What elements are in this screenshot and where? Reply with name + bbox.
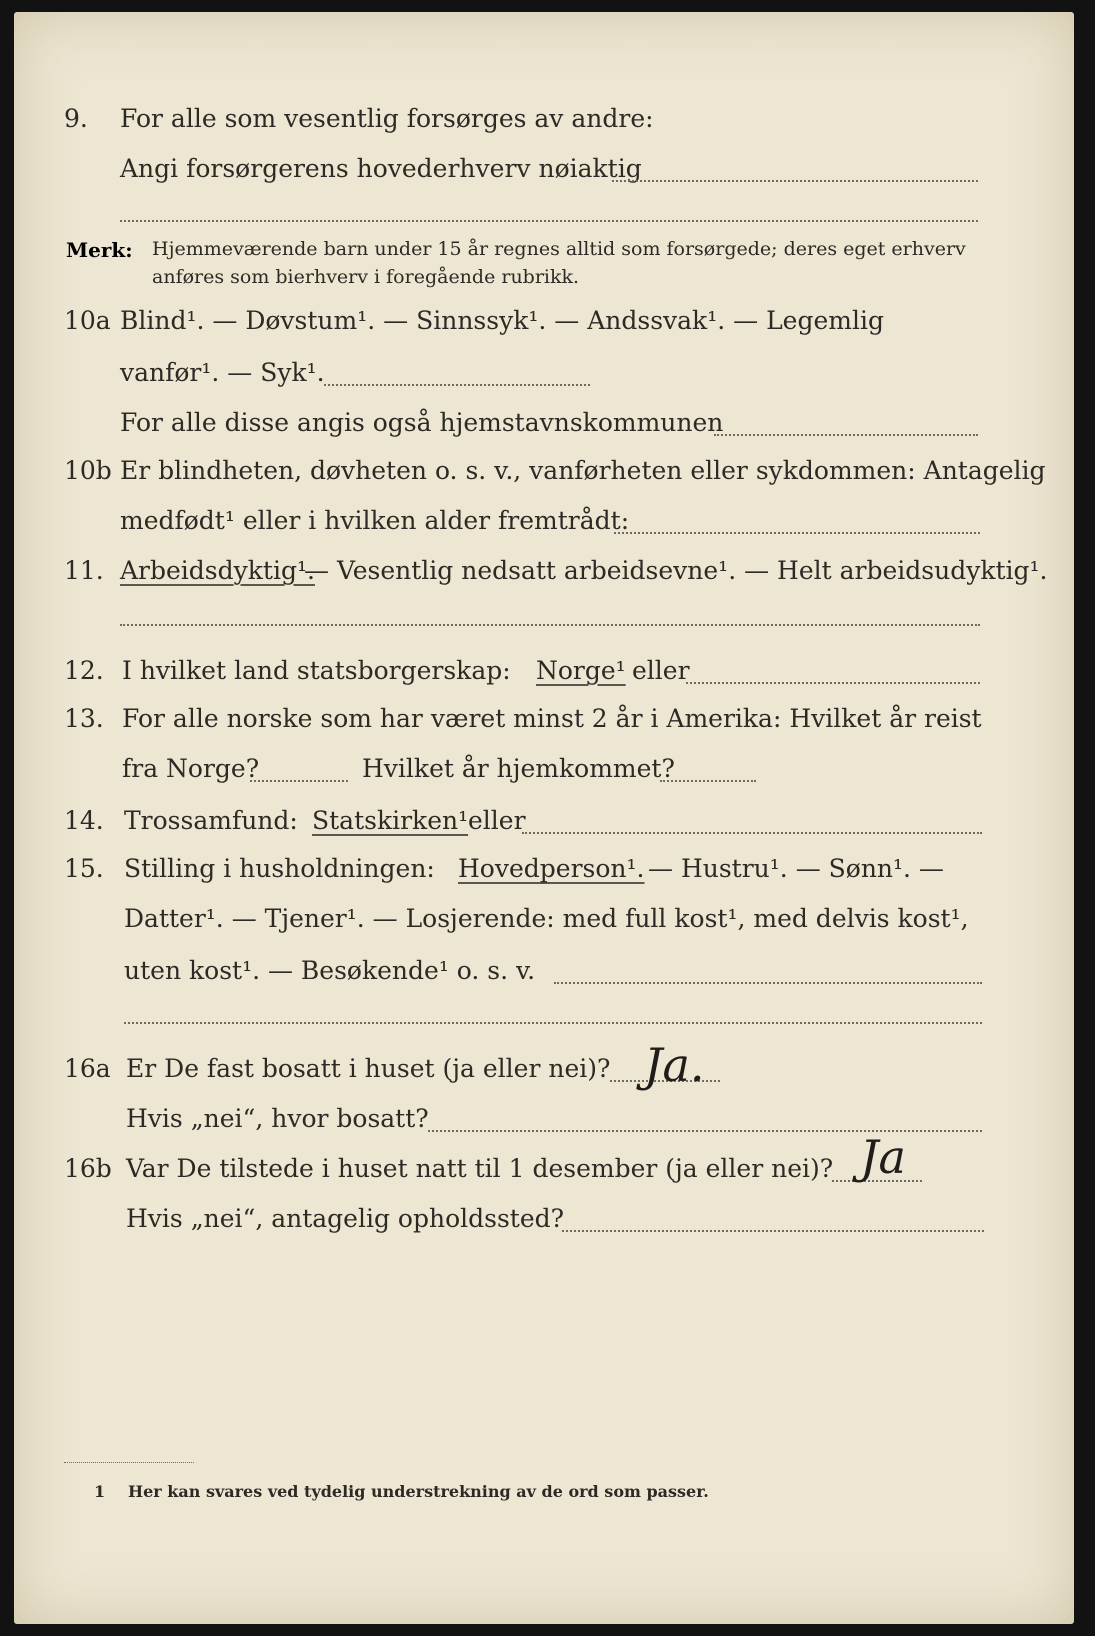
q10a-line1: Blind¹. — Døvstum¹. — Sinnssyk¹. — Andssvak¹. — Legemlig [120,306,884,335]
q12-row [14,656,1074,696]
q10b-row1 [14,456,1074,496]
q14-answer-line[interactable] [522,832,982,834]
q13-line2a: fra Norge? [122,754,260,783]
q10a-row2 [14,358,1074,398]
q15-line2: Datter¹. — Tjener¹. — Losjerende: med full kost¹, med delvis kost¹, [124,904,969,933]
q15-prefix: Stilling i husholdningen: [124,854,435,883]
q11-rest: — Vesentlig nedsatt arbeidsevne¹. — Helt arbeidsudyktig¹. [304,556,1048,585]
q15-row2 [14,904,1074,944]
q16a-handwritten-answer: Ja. [644,1038,705,1092]
q13-line1: For alle norske som har været minst 2 år i Amerika: Hvilket år reist [122,704,982,733]
q10b-number: 10b [64,456,112,485]
q10a-line2: vanfør¹. — Syk¹. [120,358,325,387]
q9-number: 9. [64,104,88,133]
merk-line1: Hjemmeværende barn under 15 år regnes alltid som forsørgede; deres eget erhverv [152,238,966,260]
q16a-number: 16a [64,1054,111,1083]
q16b-row1 [14,1130,1074,1194]
census-form-page [14,12,1074,1624]
q16b-line1: Var De tilstede i huset natt til 1 desember (ja eller nei)? [126,1154,834,1183]
q10a-row3 [14,408,1074,448]
q15-number: 15. [64,854,104,883]
q13-row1 [14,704,1074,744]
q10b-line2: medfødt¹ eller i hvilken alder fremtrådt: [120,506,630,535]
q9-row2 [14,154,1074,194]
footnote-mark: 1 [94,1482,106,1501]
q12-number: 12. [64,656,104,685]
q10b-line1: Er blindheten, døvheten o. s. v., vanførheten eller sykdommen: Antagelig [120,456,1046,485]
q15-extra-line[interactable] [124,1022,982,1024]
q11-row [14,556,1074,596]
q16b-row2 [14,1204,1074,1244]
q11-extra-line[interactable] [120,624,980,626]
q13-row2 [14,754,1074,794]
q16a-row1 [14,1038,1074,1094]
q10a-line3: For alle disse angis også hjemstavnskommunen [120,408,724,437]
q9-row [14,104,1074,144]
q15-row3 [14,956,1074,996]
q9-extra-line[interactable] [120,220,978,222]
q12-option-norge[interactable]: Norge¹ [536,656,626,685]
q10b-row2 [14,506,1074,546]
q13-reist-line[interactable] [250,780,348,782]
q9-line1: For alle som vesentlig forsørges av andre: [120,104,654,133]
q14-suffix: eller [468,806,526,835]
q15-option-hovedperson[interactable]: Hovedperson¹. [458,854,645,883]
q16b-handwritten-answer: Ja [860,1130,906,1184]
merk-line2: anføres som bierhverv i foregående rubrikk. [152,266,580,288]
merk-row2 [14,266,1074,306]
q9-line2: Angi forsørgerens hovederhverv nøiaktig [120,154,642,183]
footnote-text: Her kan svares ved tydelig understrekning av de ord som passer. [128,1482,709,1501]
q12-suffix: eller [632,656,690,685]
q10a-row1 [14,306,1074,346]
q16a-line1: Er De fast bosatt i huset (ja eller nei)? [126,1054,611,1083]
q15-row1 [14,854,1074,894]
q10b-answer-line[interactable] [614,532,980,534]
q10a-hjemstavn-line[interactable] [714,434,978,436]
merk-label: Merk: [66,238,133,262]
q14-option-statskirken[interactable]: Statskirken¹ [312,806,469,835]
q16a-row2 [14,1104,1074,1144]
q15-answer-line[interactable] [554,982,982,984]
q15-rest1: — Hustru¹. — Sønn¹. — [648,854,944,883]
q12-answer-line[interactable] [686,682,980,684]
q13-hjemkommet-line[interactable] [660,780,756,782]
q13-number: 13. [64,704,104,733]
q14-prefix: Trossamfund: [124,806,298,835]
q12-prefix: I hvilket land statsborgerskap: [122,656,511,685]
q13-line2b: Hvilket år hjemkommet? [362,754,675,783]
q16a-line2: Hvis „nei“, hvor bosatt? [126,1104,429,1133]
q15-line3: uten kost¹. — Besøkende¹ o. s. v. [124,956,536,985]
q14-row [14,806,1074,846]
q14-number: 14. [64,806,104,835]
q10a-answer-line[interactable] [324,384,590,386]
q11-number: 11. [64,556,104,585]
footnote-separator [64,1462,194,1463]
q16b-opholdssted-line[interactable] [562,1230,984,1232]
q10a-number: 10a [64,306,111,335]
q16b-line2: Hvis „nei“, antagelig opholdssted? [126,1204,565,1233]
q11-option-arbeidsdyktig[interactable]: Arbeidsdyktig¹. [120,556,315,585]
q9-answer-line[interactable] [612,180,978,182]
q16b-number: 16b [64,1154,112,1183]
